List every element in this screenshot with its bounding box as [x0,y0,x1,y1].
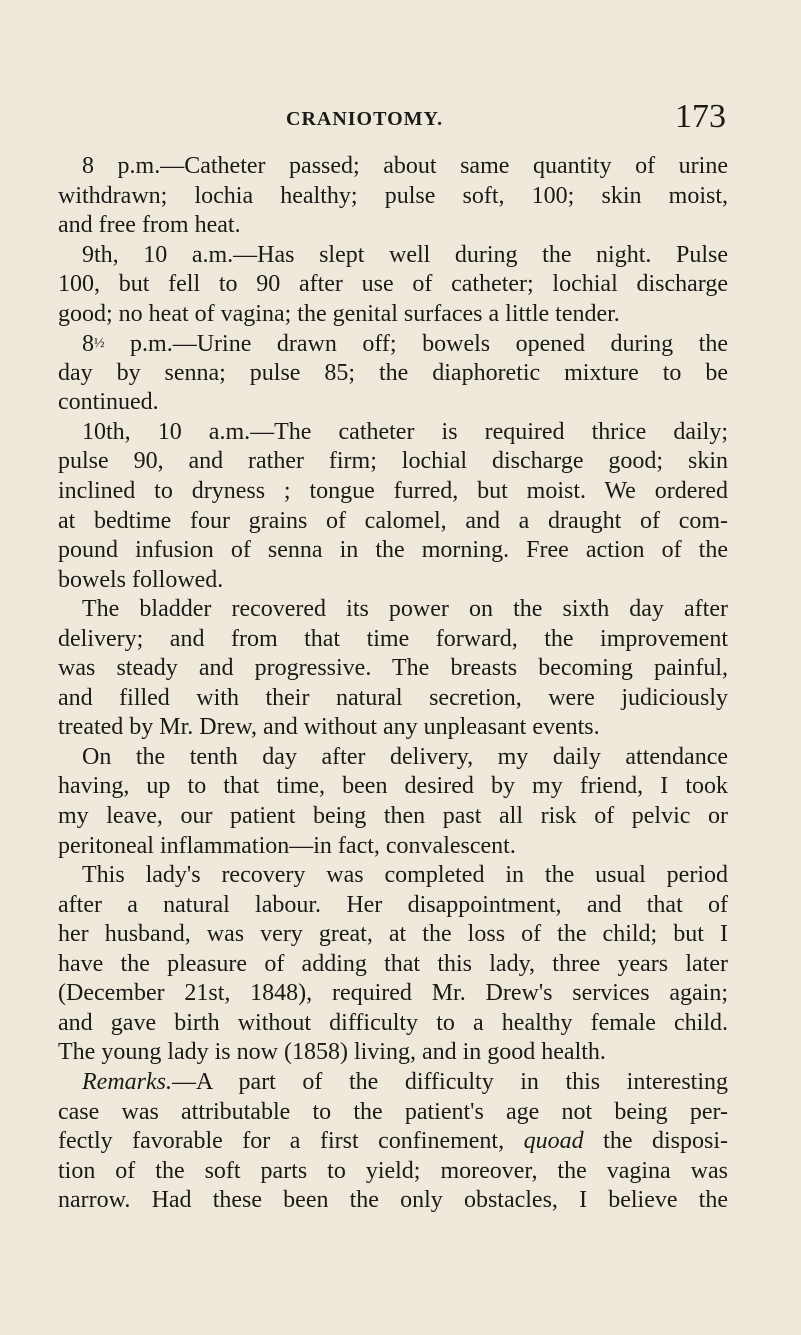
text-line: inclined to dryness ; tongue furred, but moist. We ordered [58,478,728,505]
text-line: at bedtime four grains of calomel, and a draught of com- [58,507,728,534]
text-line: my leave, our patient being then past all risk of pelvic or [58,803,728,830]
text-line: delivery; and from that time forward, the improvement [58,625,728,652]
text-line: pound infusion of senna in the morning. Free action of the [58,537,728,564]
text-line: 8 p.m.—Catheter passed; about same quantity of urine [82,153,728,179]
text-line: having, up to that time, been desired by my friend, I took [58,773,728,800]
latin-term: quoad [523,1128,584,1155]
text-line: bowels followed. [58,566,224,593]
text-line: 10th, 10 a.m.—The catheter is required thrice daily; [82,418,728,445]
page-number: 173 [675,98,726,135]
text-line: day by senna; pulse 85; the diaphoretic mixture to be [58,359,728,386]
text-line: (December 21st, 1848), required Mr. Drew's services again; [58,980,728,1007]
text-line: treated by Mr. Drew, and without any unpleasant events. [58,714,600,741]
text-line: peritoneal inflammation—in fact, convalescent. [58,832,516,859]
text-line: This lady's recovery was completed in the usual period [82,862,728,889]
body-text [58,152,728,1216]
text-run: —A part of the difficulty in this interesting [171,1068,728,1095]
fraction-half: ½ [94,336,105,352]
text-line: after a natural labour. Her disappointment, and that of [58,891,728,918]
running-head-title: CRANIOTOMY. [286,108,444,130]
text-line: 100, but fell to 90 after use of catheter; lochial discharge [58,271,728,298]
text-line: 9th, 10 a.m.—Has slept well during the night. Pulse [82,241,728,268]
text-line [58,1068,728,1098]
text-line: good; no heat of vagina; the genital surfaces a little tender. [58,300,620,327]
text-run: fectly favorable for a first confinement, [58,1128,524,1155]
running-head [286,100,726,140]
text-line [58,1127,728,1157]
text-line: pulse 90, and rather firm; lochial discharge good; skin [58,448,728,475]
text-line: On the tenth day after delivery, my daily attendance [82,743,728,770]
text-line: and filled with their natural secretion, were judiciously [58,684,728,711]
text-line: withdrawn; lochia healthy; pulse soft, 100; skin moist, [58,182,728,209]
text-line: and gave birth without difficulty to a healthy female child. [58,1009,728,1036]
text-line: and free from heat. [58,212,241,239]
text-line: The bladder recovered its power on the sixth day after [82,596,728,623]
text-run: 8 [82,331,94,358]
text-line: tion of the soft parts to yield; moreover, the vagina was [58,1157,728,1184]
text-line: The young lady is now (1858) living, and in good health. [58,1039,606,1066]
text-line: case was attributable to the patient's age not being per- [58,1098,728,1125]
text-run: the disposi- [583,1128,728,1155]
text-run: p.m.—Urine drawn off; bowels opened during the [104,331,728,358]
text-line: was steady and progressive. The breasts becoming painful, [58,655,728,682]
text-line [58,329,728,359]
text-line: have the pleasure of adding that this lady, three years later [58,950,728,977]
text-line: her husband, was very great, at the loss of the child; but I [58,921,728,948]
remarks-heading: Remarks. [82,1068,172,1095]
text-line: continued. [58,389,159,416]
text-line: narrow. Had these been the only obstacles, I believe the [58,1187,728,1214]
